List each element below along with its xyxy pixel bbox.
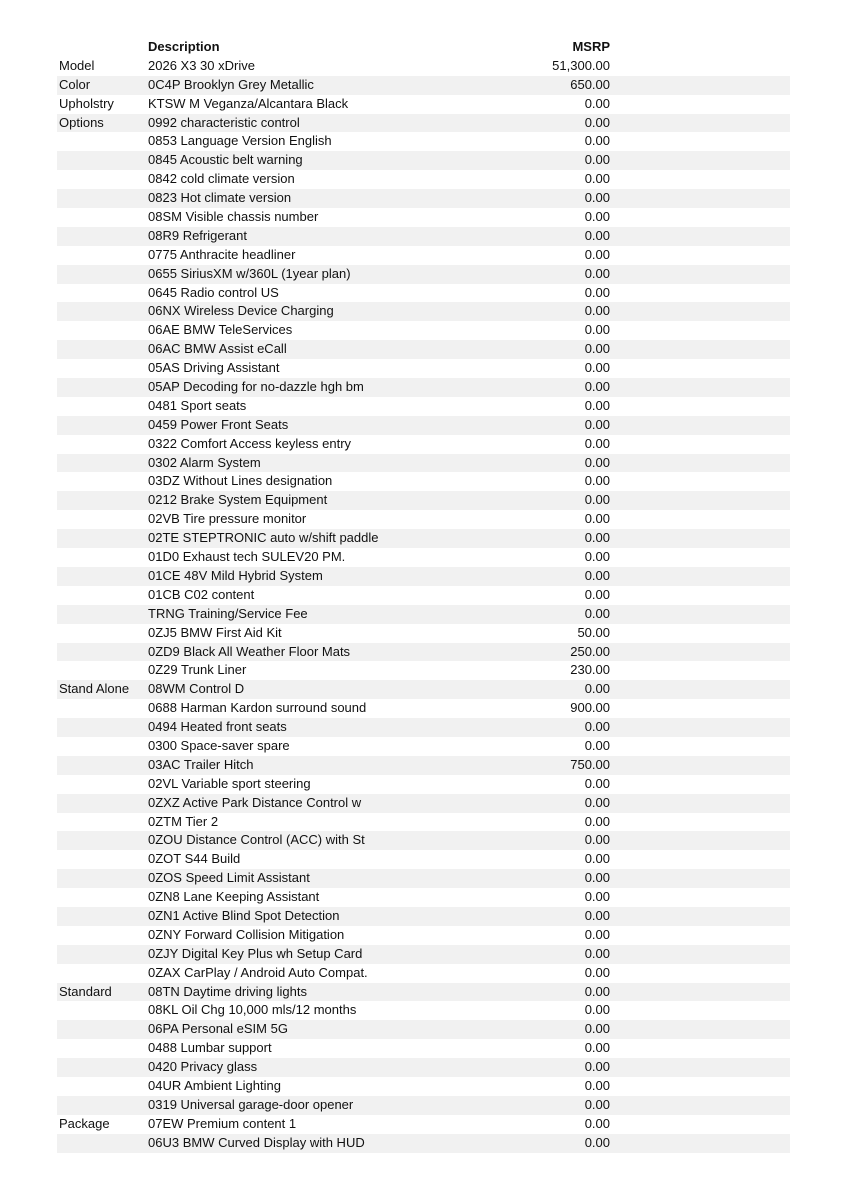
row-description: TRNG Training/Service Fee xyxy=(148,605,308,621)
row-description: 2026 X3 30 xDrive xyxy=(148,57,255,73)
row-description: 0322 Comfort Access keyless entry xyxy=(148,435,352,451)
table-row xyxy=(57,378,790,397)
row-description: 06U3 BMW Curved Display with HUD xyxy=(148,1134,365,1150)
row-msrp: 0.00 xyxy=(584,737,610,753)
row-msrp: 0.00 xyxy=(584,813,610,829)
row-description: 0300 Space-saver spare xyxy=(148,737,290,753)
row-msrp: 0.00 xyxy=(584,473,610,489)
table-row xyxy=(57,813,790,832)
table-row xyxy=(57,208,790,227)
row-description: 01D0 Exhaust tech SULEV20 PM. xyxy=(148,549,346,565)
row-msrp: 0.00 xyxy=(584,1115,610,1131)
header-description: Description xyxy=(148,39,220,54)
row-description: 0ZTM Tier 2 xyxy=(148,813,219,829)
row-msrp: 0.00 xyxy=(584,832,610,848)
table-row xyxy=(57,548,790,567)
row-description: 0ZJY Digital Key Plus wh Setup Card xyxy=(148,945,363,961)
row-msrp: 0.00 xyxy=(584,775,610,791)
row-description: 01CE 48V Mild Hybrid System xyxy=(148,567,323,583)
row-description: 0992 characteristic control xyxy=(148,114,300,130)
table-row xyxy=(57,831,790,850)
row-description: 0ZAX CarPlay / Android Auto Compat. xyxy=(148,964,368,980)
table-row xyxy=(57,57,790,76)
table-row xyxy=(57,1039,790,1058)
table-row xyxy=(57,397,790,416)
row-description: KTSW M Veganza/Alcantara Black xyxy=(148,95,349,111)
table-row xyxy=(57,1058,790,1077)
table-row xyxy=(57,737,790,756)
row-msrp: 0.00 xyxy=(584,605,610,621)
row-description: 08R9 Refrigerant xyxy=(148,227,247,243)
table-row xyxy=(57,302,790,321)
row-description: 06NX Wireless Device Charging xyxy=(148,303,334,319)
table-row xyxy=(57,850,790,869)
row-description: 0Z29 Trunk Liner xyxy=(148,662,247,678)
row-description: 0494 Heated front seats xyxy=(148,719,287,735)
row-description: 01CB C02 content xyxy=(148,586,255,602)
row-description: 0488 Lumbar support xyxy=(148,1040,272,1056)
row-category: Standard xyxy=(59,983,112,999)
table-row xyxy=(57,661,790,680)
row-description: 0C4P Brooklyn Grey Metallic xyxy=(148,76,314,92)
table-row xyxy=(57,888,790,907)
table-row xyxy=(57,76,790,95)
row-msrp: 0.00 xyxy=(584,114,610,130)
row-msrp: 0.00 xyxy=(584,870,610,886)
table-row xyxy=(57,983,790,1002)
table-row xyxy=(57,567,790,586)
row-msrp: 0.00 xyxy=(584,246,610,262)
table-row xyxy=(57,472,790,491)
row-msrp: 900.00 xyxy=(570,700,610,716)
row-msrp: 230.00 xyxy=(570,662,610,678)
row-msrp: 0.00 xyxy=(584,681,610,697)
table-body xyxy=(57,57,790,1153)
table-header-row xyxy=(57,38,790,57)
table-row xyxy=(57,1001,790,1020)
row-description: 06PA Personal eSIM 5G xyxy=(148,1021,288,1037)
row-msrp: 0.00 xyxy=(584,152,610,168)
table-row xyxy=(57,794,790,813)
row-msrp: 0.00 xyxy=(584,379,610,395)
row-msrp: 0.00 xyxy=(584,889,610,905)
row-msrp: 0.00 xyxy=(584,492,610,508)
table-row xyxy=(57,699,790,718)
row-msrp: 0.00 xyxy=(584,360,610,376)
row-msrp: 0.00 xyxy=(584,454,610,470)
row-msrp: 0.00 xyxy=(584,983,610,999)
row-msrp: 650.00 xyxy=(570,76,610,92)
row-description: 08TN Daytime driving lights xyxy=(148,983,307,999)
row-msrp: 0.00 xyxy=(584,133,610,149)
row-msrp: 0.00 xyxy=(584,284,610,300)
row-msrp: 0.00 xyxy=(584,322,610,338)
row-description: 03AC Trailer Hitch xyxy=(148,756,254,772)
row-description: 0655 SiriusXM w/360L (1year plan) xyxy=(148,265,351,281)
table-row xyxy=(57,95,790,114)
row-description: 02VB Tire pressure monitor xyxy=(148,511,307,527)
row-msrp: 0.00 xyxy=(584,567,610,583)
row-msrp: 0.00 xyxy=(584,719,610,735)
table-row xyxy=(57,718,790,737)
row-description: 05AS Driving Assistant xyxy=(148,360,280,376)
table-row xyxy=(57,114,790,133)
table-row xyxy=(57,265,790,284)
header-msrp: MSRP xyxy=(572,39,610,54)
vehicle-options-table xyxy=(57,38,790,1153)
row-msrp: 0.00 xyxy=(584,1134,610,1150)
table-row xyxy=(57,189,790,208)
row-msrp: 0.00 xyxy=(584,171,610,187)
row-description: 08WM Control D xyxy=(148,681,245,697)
row-msrp: 0.00 xyxy=(584,341,610,357)
table-row xyxy=(57,340,790,359)
row-msrp: 0.00 xyxy=(584,1059,610,1075)
row-description: 0302 Alarm System xyxy=(148,454,261,470)
row-msrp: 0.00 xyxy=(584,209,610,225)
row-msrp: 750.00 xyxy=(570,756,610,772)
row-description: 0823 Hot climate version xyxy=(148,190,292,206)
table-row xyxy=(57,680,790,699)
row-msrp: 0.00 xyxy=(584,926,610,942)
table-row xyxy=(57,151,790,170)
row-description: 0ZOS Speed Limit Assistant xyxy=(148,870,310,886)
table-row xyxy=(57,321,790,340)
table-row xyxy=(57,1134,790,1153)
row-description: 02TE STEPTRONIC auto w/shift paddle xyxy=(148,530,379,546)
row-description: 0ZD9 Black All Weather Floor Mats xyxy=(148,643,351,659)
row-description: 0ZXZ Active Park Distance Control w xyxy=(148,794,362,810)
table-row xyxy=(57,1020,790,1039)
table-row xyxy=(57,416,790,435)
row-msrp: 0.00 xyxy=(584,964,610,980)
table-row xyxy=(57,605,790,624)
row-description: 02VL Variable sport steering xyxy=(148,775,311,791)
table-row xyxy=(57,775,790,794)
row-description: 0481 Sport seats xyxy=(148,397,247,413)
row-description: 0ZNY Forward Collision Mitigation xyxy=(148,926,345,942)
row-msrp: 0.00 xyxy=(584,303,610,319)
row-description: 0ZJ5 BMW First Aid Kit xyxy=(148,624,282,640)
table-row xyxy=(57,359,790,378)
table-row xyxy=(57,1115,790,1134)
table-row xyxy=(57,246,790,265)
row-msrp: 250.00 xyxy=(570,643,610,659)
row-category: Package xyxy=(59,1115,110,1131)
row-msrp: 0.00 xyxy=(584,95,610,111)
row-msrp: 0.00 xyxy=(584,227,610,243)
row-description: 0842 cold climate version xyxy=(148,171,295,187)
row-description: 0775 Anthracite headliner xyxy=(148,246,296,262)
row-msrp: 0.00 xyxy=(584,265,610,281)
table-row xyxy=(57,945,790,964)
table-row xyxy=(57,869,790,888)
row-description: 05AP Decoding for no-dazzle hgh bm xyxy=(148,379,364,395)
row-description: 0459 Power Front Seats xyxy=(148,416,289,432)
table-row xyxy=(57,491,790,510)
row-msrp: 50.00 xyxy=(577,624,610,640)
table-row xyxy=(57,964,790,983)
row-category: Options xyxy=(59,114,104,130)
row-description: 0ZN8 Lane Keeping Assistant xyxy=(148,889,320,905)
table-row xyxy=(57,643,790,662)
row-msrp: 51,300.00 xyxy=(552,57,610,73)
table-row xyxy=(57,756,790,775)
table-row xyxy=(57,624,790,643)
table-row xyxy=(57,227,790,246)
table-row xyxy=(57,454,790,473)
table-row xyxy=(57,284,790,303)
row-msrp: 0.00 xyxy=(584,1040,610,1056)
row-description: 08SM Visible chassis number xyxy=(148,209,319,225)
row-msrp: 0.00 xyxy=(584,511,610,527)
row-msrp: 0.00 xyxy=(584,549,610,565)
row-category: Model xyxy=(59,57,95,73)
row-description: 06AC BMW Assist eCall xyxy=(148,341,287,357)
row-msrp: 0.00 xyxy=(584,530,610,546)
table-row xyxy=(57,170,790,189)
row-description: 0212 Brake System Equipment xyxy=(148,492,328,508)
table-row xyxy=(57,435,790,454)
table-row xyxy=(57,907,790,926)
row-description: 04UR Ambient Lighting xyxy=(148,1077,281,1093)
row-description: 0845 Acoustic belt warning xyxy=(148,152,303,168)
row-description: 0319 Universal garage-door opener xyxy=(148,1096,354,1112)
table-row xyxy=(57,1077,790,1096)
row-description: 07EW Premium content 1 xyxy=(148,1115,297,1131)
row-description: 0ZOU Distance Control (ACC) with St xyxy=(148,832,365,848)
row-msrp: 0.00 xyxy=(584,586,610,602)
row-description: 0420 Privacy glass xyxy=(148,1059,258,1075)
row-msrp: 0.00 xyxy=(584,1021,610,1037)
row-description: 06AE BMW TeleServices xyxy=(148,322,293,338)
row-msrp: 0.00 xyxy=(584,907,610,923)
table-row xyxy=(57,510,790,529)
row-msrp: 0.00 xyxy=(584,416,610,432)
row-category: Upholstry xyxy=(59,95,114,111)
row-msrp: 0.00 xyxy=(584,1077,610,1093)
row-description: 0645 Radio control US xyxy=(148,284,279,300)
row-msrp: 0.00 xyxy=(584,794,610,810)
table-row xyxy=(57,1096,790,1115)
table-row xyxy=(57,926,790,945)
row-description: 0853 Language Version English xyxy=(148,133,332,149)
row-description: 0688 Harman Kardon surround sound xyxy=(148,700,367,716)
table-row xyxy=(57,132,790,151)
row-msrp: 0.00 xyxy=(584,1096,610,1112)
row-msrp: 0.00 xyxy=(584,190,610,206)
row-description: 0ZOT S44 Build xyxy=(148,851,241,867)
row-category: Stand Alone xyxy=(59,681,130,697)
row-msrp: 0.00 xyxy=(584,851,610,867)
table-row xyxy=(57,529,790,548)
row-description: 08KL Oil Chg 10,000 mls/12 months xyxy=(148,1002,357,1018)
row-msrp: 0.00 xyxy=(584,397,610,413)
row-description: 03DZ Without Lines designation xyxy=(148,473,333,489)
row-msrp: 0.00 xyxy=(584,945,610,961)
row-msrp: 0.00 xyxy=(584,435,610,451)
row-category: Color xyxy=(59,76,91,92)
row-description: 0ZN1 Active Blind Spot Detection xyxy=(148,907,340,923)
row-msrp: 0.00 xyxy=(584,1002,610,1018)
table-row xyxy=(57,586,790,605)
